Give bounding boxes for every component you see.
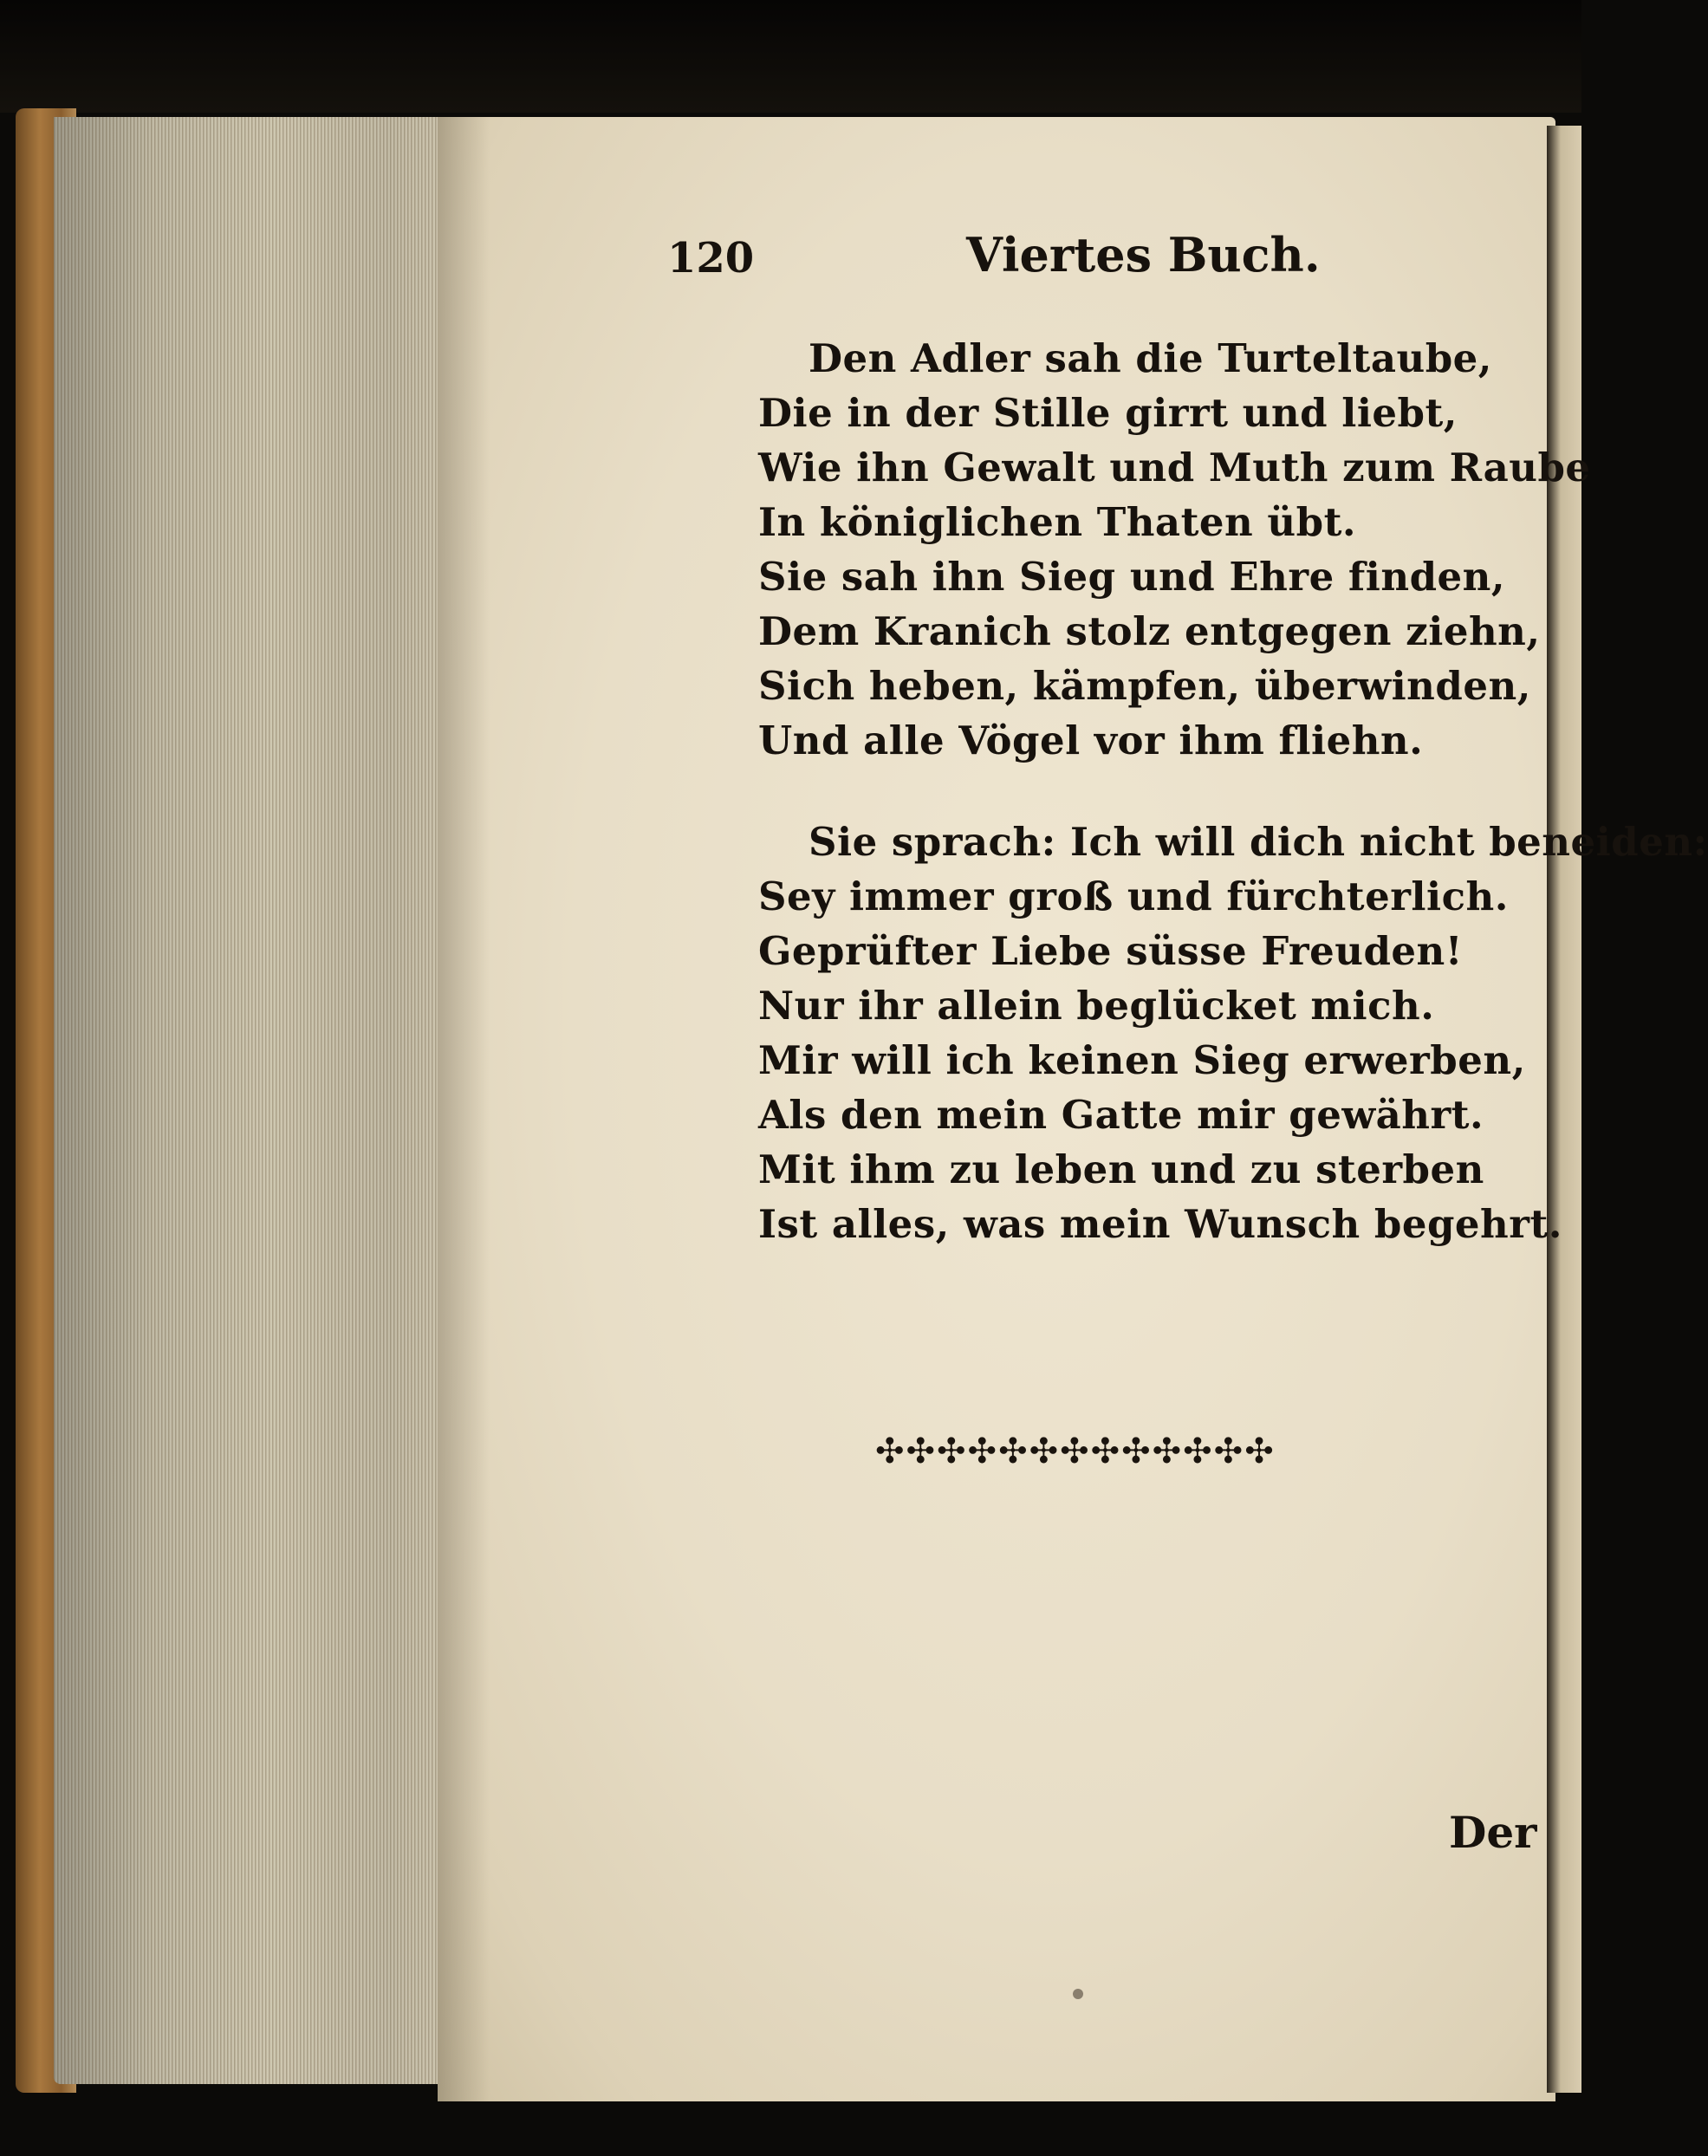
verse-line: Geprüfter Liebe süsse Freuden!	[758, 928, 1464, 974]
verse-line: Als den mein Gatte mir gewährt.	[758, 1092, 1484, 1138]
page-number: 120	[667, 234, 755, 282]
poem-stanza-1	[758, 331, 1591, 768]
catchword: Der	[1449, 1807, 1537, 1858]
verse-line: In königlichen Thaten übt.	[758, 499, 1357, 545]
ornament-divider: ✣✣✣✣✣✣✣✣✣✣✣✣✣	[875, 1432, 1276, 1471]
verse-line: Sie sprach: Ich will dich nicht beneiden:	[809, 819, 1708, 865]
verse-line: Mit ihm zu leben und zu sterben	[758, 1146, 1484, 1192]
verse-line: Sie sah ihn Sieg und Ehre finden,	[758, 554, 1506, 600]
verse-line: Die in der Stille girrt und liebt,	[758, 390, 1458, 436]
running-head: Viertes Buch.	[966, 227, 1321, 282]
verse-line: Und alle Vögel vor ihm fliehn.	[758, 718, 1424, 763]
verse-line: Den Adler sah die Turteltaube,	[809, 335, 1492, 381]
verse-line: Sich heben, kämpfen, überwinden,	[758, 663, 1531, 709]
verse-line: Dem Kranich stolz entgegen ziehn,	[758, 608, 1541, 654]
page-block-edges	[54, 117, 448, 2084]
verse-line: Sey immer groß und fürchterlich.	[758, 873, 1509, 919]
verse-line: Ist alles, was mein Wunsch begehrt.	[758, 1201, 1562, 1247]
scan-background	[0, 0, 1581, 113]
verse-line: Wie ihn Gewalt und Muth zum Raube	[758, 445, 1591, 490]
poem-stanza-2	[758, 815, 1708, 1251]
paper-speck	[1073, 1989, 1083, 1999]
gutter-shadow	[438, 117, 490, 2101]
verse-line: Nur ihr allein beglücket mich.	[758, 983, 1435, 1029]
verse-line: Mir will ich keinen Sieg erwerben,	[758, 1037, 1526, 1083]
